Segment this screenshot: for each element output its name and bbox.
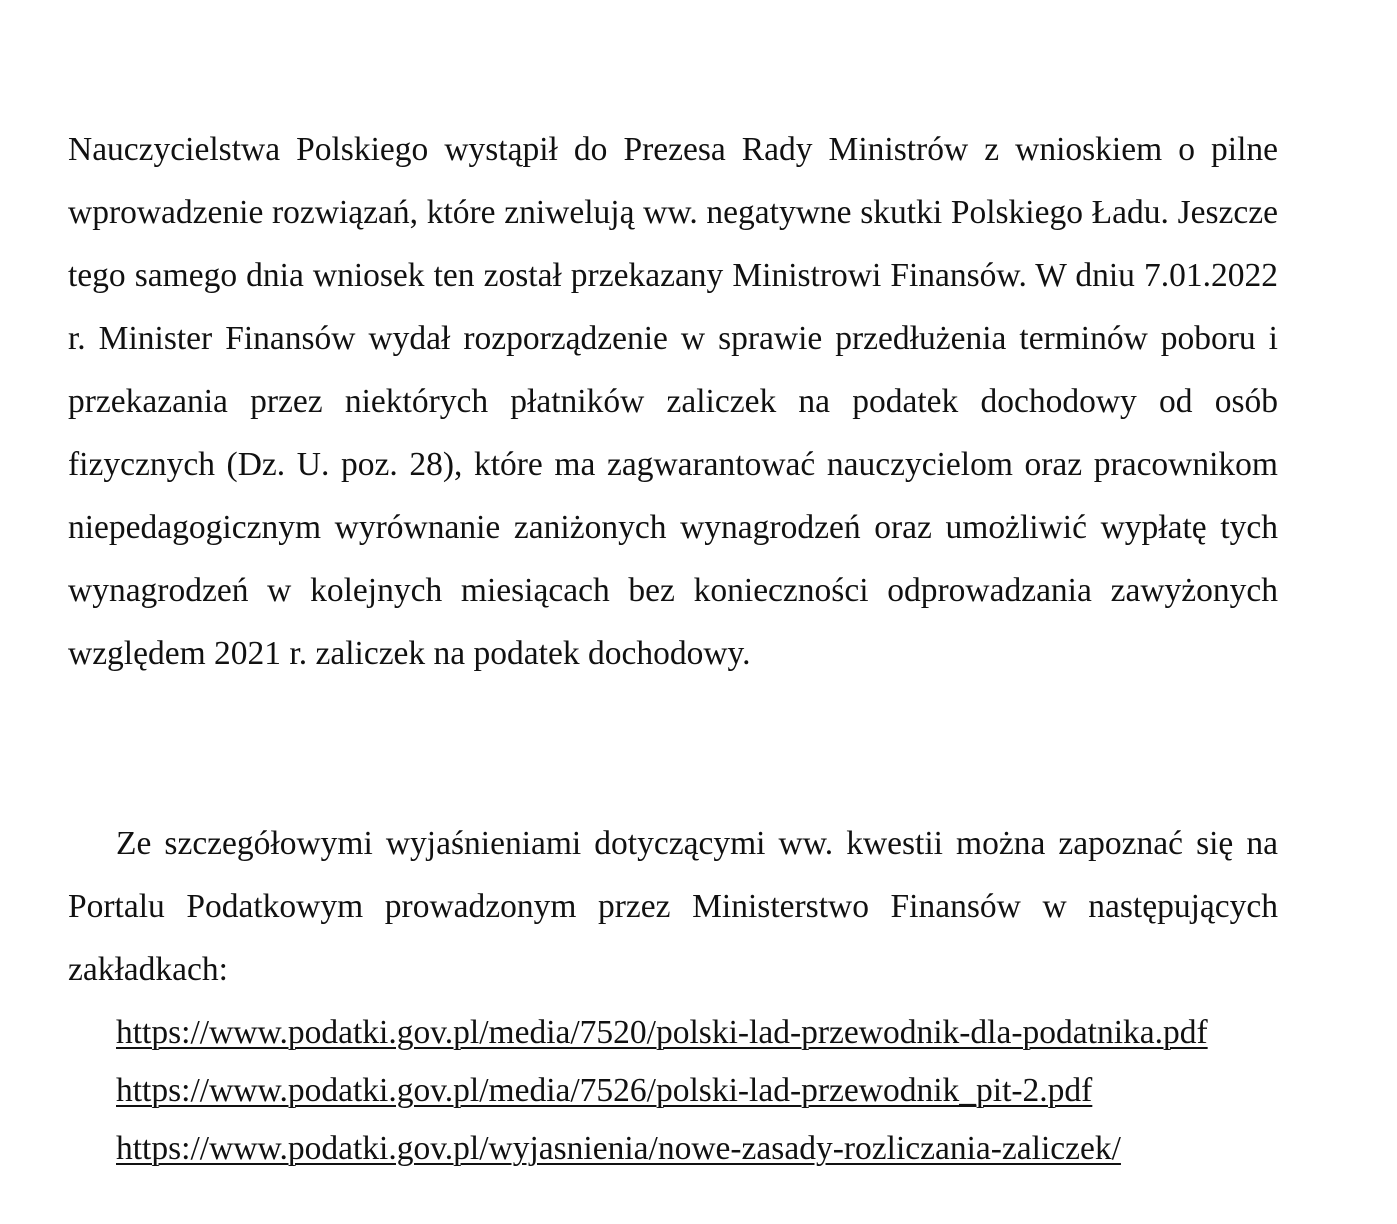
body-paragraph-1: Nauczycielstwa Polskiego wystąpił do Prezesa Rady Ministrów z wnioskiem o pilne wprowadzenie rozwiązań, które zniwelują ww. negatywne skutki Polskiego Ładu. Jeszcze tego samego dnia wniosek ten został przekazany Ministrowi Finansów. W dniu 7.01.2022 r. Minister Finansów wydał rozporządzenie w sprawie przedłużenia terminów poboru i przekazania przez niektórych płatników zaliczek na podatek dochodowy od osób fizycznych (Dz. U. poz. 28), które ma zagwarantować nauczycielom oraz pracownikom niepedagogicznym wyrównanie zaniżonych wynagrodzeń oraz umożliwić wypłatę tych wynagrodzeń w kolejnych miesiącach bez konieczności odprowadzania zawyżonych względem 2021 r. zaliczek na podatek dochodowy. [68, 131, 1278, 672]
body-paragraph-2: Ze szczegółowymi wyjaśnieniami dotyczącymi ww. kwestii można zapoznać się na Portalu Podatkowym prowadzonym przez Ministerstwo Finansów w następujących zakładkach: [68, 825, 1278, 988]
link-item [116, 1004, 1316, 1062]
link-item [116, 1062, 1316, 1120]
link-przewodnik-pit-2[interactable]: https://www.podatki.gov.pl/media/7526/polski-lad-przewodnik_pit-2.pdf [116, 1072, 1093, 1109]
link-nowe-zasady-rozliczania-zaliczek[interactable]: https://www.podatki.gov.pl/wyjasnienia/nowe-zasady-rozliczania-zaliczek/ [116, 1130, 1121, 1167]
link-item [116, 1120, 1316, 1178]
link-przewodnik-dla-podatnika[interactable]: https://www.podatki.gov.pl/media/7520/polski-lad-przewodnik-dla-podatnika.pdf [116, 1014, 1208, 1051]
link-list [116, 1004, 1316, 1178]
